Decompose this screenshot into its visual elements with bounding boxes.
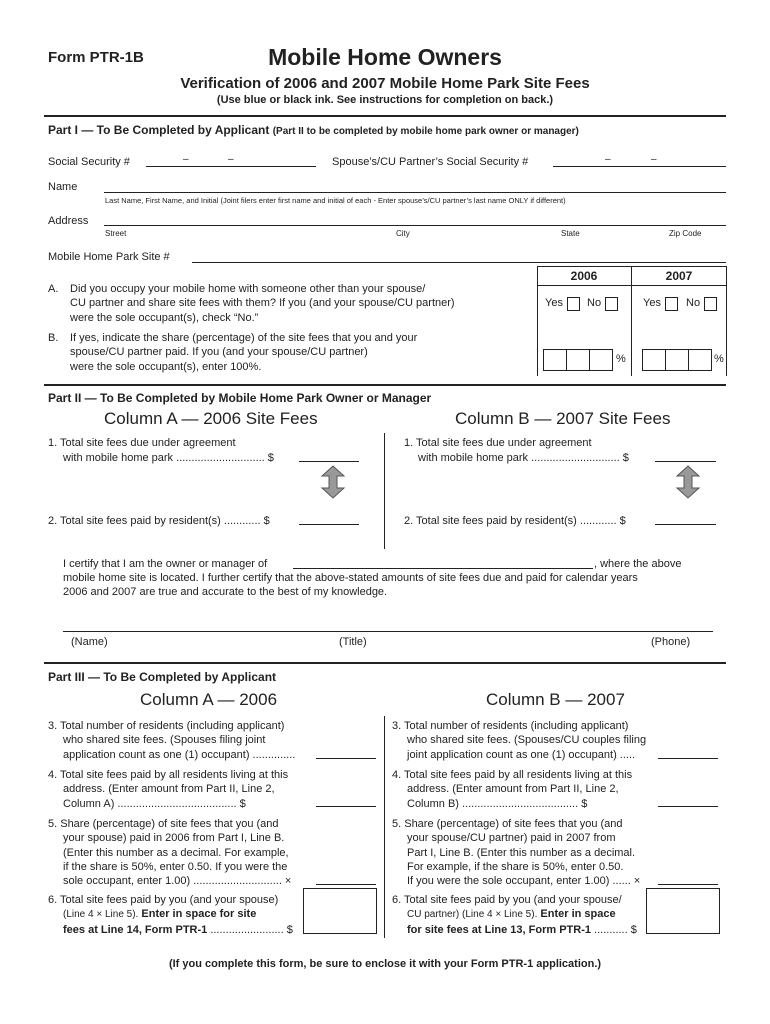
part3-b-line4: 4. Total site fees paid by all residents living at this address. (Enter amount from Part II, Line 2, Column B) ...................................... $ [392, 769, 633, 810]
part2-a-line1-field[interactable] [299, 461, 359, 462]
signature-title-label: (Title) [339, 636, 367, 648]
cert-line-3: 2006 and 2007 are true and accurate to the best of my knowledge. [63, 586, 388, 598]
part3-b-line6-box[interactable] [646, 888, 720, 934]
signature-line[interactable] [63, 631, 713, 632]
cert-line-1-end: , where the above [594, 558, 682, 570]
ssn-dash-1: – [183, 154, 189, 165]
form-id: Form PTR-1B [48, 49, 144, 66]
part2-b-line2-field[interactable] [655, 524, 716, 525]
part2-a-line2-label: 2. Total site fees paid by resident(s) ............ $ [48, 515, 270, 527]
part3-b-line6: 6. Total site fees paid by you (and your spouse/ CU partner) (Line 4 × Line 5). Enter in space for site fees at Line 13, Form PTR-1 ........... $ [392, 894, 637, 936]
site-field[interactable] [192, 262, 726, 263]
part3-b-line3: 3. Total number of residents (including applicant) who shared site fees. (Spouses/CU couples filing joint application count as one (1) occupant) ..... [392, 720, 647, 761]
part2-column-b-title: Column B — 2007 Site Fees [455, 409, 671, 428]
street-label: Street [105, 229, 127, 238]
cert-line-2: mobile home site is located. I further certify that the above-stated amounts of site fees due and paid for calendar years [63, 572, 638, 584]
part3-rule [44, 662, 726, 664]
qa-2007-yes-label: Yes [643, 297, 661, 309]
part1-heading: Part I — To Be Completed by Applicant (Part II to be completed by mobile home park owner or manager) [48, 123, 579, 137]
qb-2007-digit-3[interactable] [688, 349, 712, 371]
year-col-left-rule [537, 266, 538, 376]
part3-column-a-title: Column A — 2006 [140, 690, 278, 709]
spouse-ssn-dash-2: – [651, 154, 657, 165]
spouse-ssn-field[interactable] [553, 166, 726, 167]
part2-column-a-title: Column A — 2006 Site Fees [104, 409, 318, 428]
part2-a-double-arrow-icon [320, 465, 346, 499]
part2-heading: Part II — To Be Completed by Mobile Home Park Owner or Manager [48, 391, 432, 405]
cert-park-field[interactable] [293, 568, 593, 569]
qb-2006-percent: % [616, 353, 626, 365]
ssn-dash-2: – [228, 154, 234, 165]
part3-b-line5: 5. Share (percentage) of site fees that you (and your spouse/CU partner) paid in 2007 from Part I, Line B. (Enter this number as a decimal. For example, if the share is 50%, enter 0.50. If you were the sole occupant, enter 1.00) ...... × [392, 818, 641, 888]
form-subtitle: Verification of 2006 and 2007 Mobile Home Park Site Fees [180, 75, 590, 92]
qb-2006-digit-1[interactable] [543, 349, 567, 371]
qa-2007-yes-checkbox[interactable] [665, 297, 678, 311]
part3-heading: Part III — To Be Completed by Applicant [48, 670, 277, 684]
year-2006-header: 2006 [570, 269, 598, 283]
part3-b-line4-field[interactable] [658, 806, 718, 807]
spouse-ssn-dash-1: – [605, 154, 611, 165]
name-label: Name [48, 181, 78, 193]
part2-column-divider [384, 433, 385, 549]
qb-letter: B. [48, 332, 59, 344]
spouse-ssn-label: Spouse’s/CU Partner’s Social Security # [332, 156, 529, 168]
part3-a-line4-field[interactable] [316, 806, 376, 807]
part1-rule [44, 115, 726, 117]
state-label: State [561, 229, 580, 238]
qa-2006-no-checkbox[interactable] [605, 297, 618, 311]
part2-b-line1-label: 1. Total site fees due under agreement [404, 437, 592, 449]
city-label: City [396, 229, 410, 238]
part2-b-line1-field[interactable] [655, 461, 716, 462]
name-field[interactable] [104, 192, 726, 193]
part3-a-line4: 4. Total site fees paid by all residents living at this address. (Enter amount from Part II, Line 2, Column A) ....................................... $ [48, 769, 289, 810]
part3-a-line6: 6. Total site fees paid by you (and your spouse) (Line 4 × Line 5). Enter in space for site fees at Line 14, Form PTR-1 ........................ $ [48, 894, 293, 936]
part3-a-line6-box[interactable] [303, 888, 377, 934]
qa-2006-yes-label: Yes [545, 297, 563, 309]
signature-phone-label: (Phone) [651, 636, 691, 648]
qb-2007-percent: % [714, 353, 724, 365]
form-instructions: (Use blue or black ink. See instructions for completion on back.) [216, 94, 554, 106]
qb-text: If yes, indicate the share (percentage) of the site fees that you and your spouse/CU partner paid. If you (and your spouse/CU partner) were the sole occupant(s), enter 100%. [70, 332, 418, 373]
qa-letter: A. [48, 283, 59, 295]
part3-b-line5-field[interactable] [658, 884, 718, 885]
qa-2007-no-checkbox[interactable] [704, 297, 717, 311]
site-label: Mobile Home Park Site # [48, 251, 170, 263]
signature-name-label: (Name) [71, 636, 108, 648]
qa-2007-no-label: No [686, 297, 701, 309]
part2-a-line1-cont: with mobile home park ............................. $ [63, 452, 274, 464]
qa-text: Did you occupy your mobile home with someone other than your spouse/ CU partner and share site fees with them? If you (and your spouse/CU partner) were the sole occupant(s), check “No.” [70, 283, 455, 324]
year-col-right-rule [726, 266, 727, 376]
part2-b-double-arrow-icon [675, 465, 701, 499]
qb-2007-digit-2[interactable] [665, 349, 689, 371]
part3-a-line3-field[interactable] [316, 758, 376, 759]
part3-column-b-title: Column B — 2007 [486, 690, 625, 709]
part3-column-divider [384, 716, 385, 938]
part2-a-line1-label: 1. Total site fees due under agreement [48, 437, 236, 449]
ssn-label: Social Security # [48, 156, 130, 168]
zip-label: Zip Code [669, 229, 702, 238]
year-col-mid-rule [631, 266, 632, 376]
footer-note: (If you complete this form, be sure to enclose it with your Form PTR-1 application.) [168, 958, 602, 970]
part2-b-line1-cont: with mobile home park ............................. $ [418, 452, 629, 464]
name-hint: Last Name, First Name, and Initial (Joint filers enter first name and initial of each - Enter spouse’s/CU partner’s last name ONLY if different) [105, 196, 566, 205]
part3-a-line3: 3. Total number of residents (including applicant) who shared site fees. (Spouses filing joint application count as one (1) occupant) .............. [48, 720, 296, 761]
qb-2007-digit-1[interactable] [642, 349, 666, 371]
part3-a-line5: 5. Share (percentage) of site fees that you (and your spouse) paid in 2006 from Part I, Line B. (Enter this number as a decimal. For example, if the share is 50%, enter 0.50. If you were the sole occupant, enter 1.00) ............................. × [48, 818, 292, 888]
qa-2006-yes-checkbox[interactable] [567, 297, 580, 311]
part2-rule [44, 384, 726, 386]
cert-line-1: I certify that I am the owner or manager of [63, 558, 268, 570]
address-label: Address [48, 215, 89, 227]
address-field[interactable] [104, 225, 726, 226]
part3-b-line3-field[interactable] [658, 758, 718, 759]
qb-2006-digit-2[interactable] [566, 349, 590, 371]
year-2007-header: 2007 [665, 269, 693, 283]
qb-2006-digit-3[interactable] [589, 349, 613, 371]
part3-a-line5-field[interactable] [316, 884, 376, 885]
part2-a-line2-field[interactable] [299, 524, 359, 525]
part2-b-line2-label: 2. Total site fees paid by resident(s) ............ $ [404, 515, 626, 527]
form-title: Mobile Home Owners [268, 44, 502, 70]
ssn-field[interactable] [146, 166, 316, 167]
qa-2006-no-label: No [587, 297, 602, 309]
